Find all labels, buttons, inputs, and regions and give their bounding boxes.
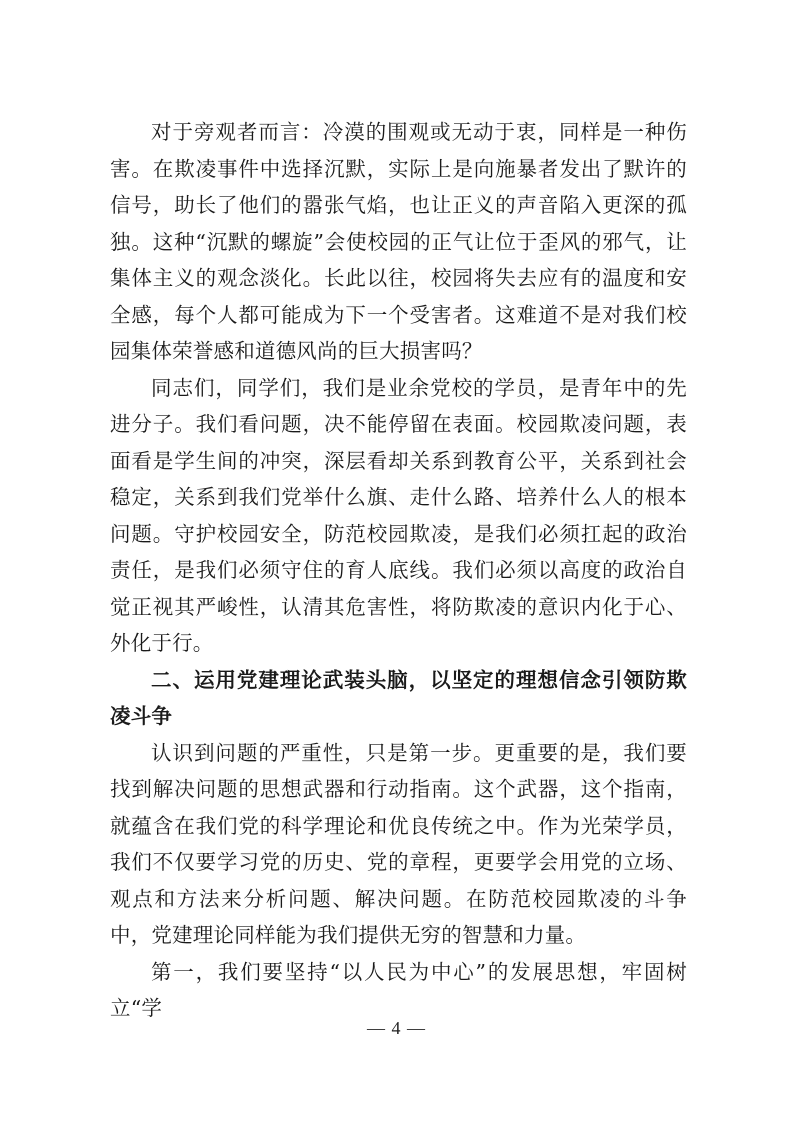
paragraph-political-responsibility: 同志们，同学们，我们是业余党校的学员，是青年中的先进分子。我们看问题，决不能停留在表面。校园欺凌问题，表面看是学生间的冲突，深层看却关系到教育公平，关系到社会稳定，关系到我们党举什么旗、走什么路、培养什么人的根本问题。守护校园安全，防范校园欺凌，是我们必须扛起的政治责任，是我们必须守住的育人底线。我们必须以高度的政治自觉正视其严峻性，认清其危害性，将防欺凌的意识内化于心、外化于行。 (110, 375, 687, 655)
page-number: — 4 — (367, 1018, 426, 1038)
paragraph-first-point: 第一，我们要坚持“以人民为中心”的发展思想，牢固树立“学 (110, 959, 687, 1020)
paragraph-theory-guidance: 认识到问题的严重性，只是第一步。更重要的是，我们要找到解决问题的思想武器和行动指南。这个武器，这个指南，就蕴含在我们党的科学理论和优良传统之中。作为光荣学员，我们不仅要学习党的历史、党的章程，更要学会用党的立场、观点和方法来分析问题、解决问题。在防范校园欺凌的斗争中，党建理论同样能为我们提供无穷的智慧和力量。 (110, 740, 687, 947)
page-body (110, 114, 687, 1027)
paragraph-bystander-harm: 对于旁观者而言：冷漠的围观或无动于衷，同样是一种伤害。在欺凌事件中选择沉默，实际上是向施暴者发出了默许的信号，助长了他们的嚣张气焰，也让正义的声音陷入更深的孤独。这种“沉默的螺旋”会使校园的正气让位于歪风的邪气，让集体主义的观念淡化。长此以往，校园将失去应有的温度和安全感，每个人都可能成为下一个受害者。这难道不是对我们校园集体荣誉感和道德风尚的巨大损害吗？ (110, 120, 687, 363)
section-heading-two: 二、运用党建理论武装头脑，以坚定的理想信念引领防欺凌斗争 (110, 667, 687, 728)
